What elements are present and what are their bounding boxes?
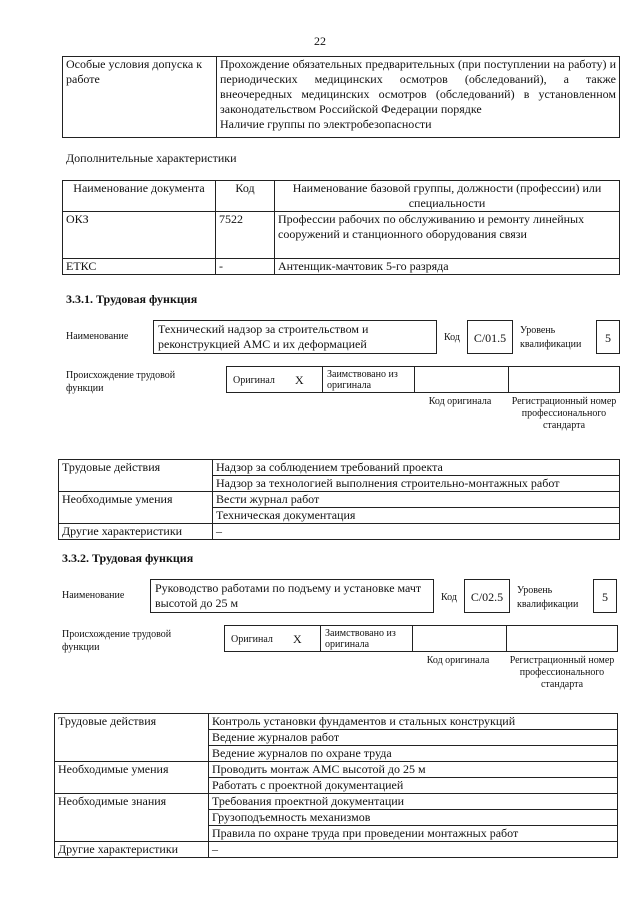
details-item: Ведение журналов по охране труда [209,746,618,762]
header-document: Наименование документа [63,181,216,212]
function-heading: 3.3.2. Трудовая функция [62,551,194,565]
details-item: – [209,842,618,858]
admission-table [62,56,620,138]
details-label: Трудовые действия [59,460,213,492]
divider [322,367,323,392]
row-code: - [216,259,275,275]
code-original-label: Код оригинала [426,655,490,666]
details-label: Необходимые умения [59,492,213,524]
admission-text-1: Прохождение обязательных предварительных (при поступлении на работу) и периодических медицинских осмотров (обследований), а также внеочередных медицинских осмотров (обследований) в установленном законодательством Российской Федерации порядке [220,57,616,116]
borrowed-label: Заимствовано из оригинала [327,369,398,391]
original-mark: X [293,632,302,646]
divider [412,626,413,651]
code-label: Код [444,332,460,343]
code-label: Код [441,592,457,603]
details-item: Работать с проектной документацией [209,778,618,794]
details-label: Другие характеристики [59,524,213,540]
registration-label: Регистрационный номер профессионального стандарта [509,655,615,690]
details-label: Необходимые знания [55,794,209,842]
level-value: 5 [593,579,617,613]
row-name: Антенщик-мачтовик 5-го разряда [275,259,620,275]
origin-label: Происхождение трудовой функции [62,629,172,653]
name-label: Наименование [62,590,125,601]
details-item: Правила по охране труда при проведении монтажных работ [209,826,618,842]
page-number: 22 [314,34,326,48]
level-label: Уровень квалификации [517,585,579,610]
divider [320,626,321,651]
header-code: Код [216,181,275,212]
level-value: 5 [596,320,620,354]
details-label: Трудовые действия [55,714,209,762]
row-doc: ОКЗ [63,212,216,259]
details-table [58,459,620,540]
details-item: Требования проектной документации [209,794,618,810]
admission-text-2: Наличие группы по электробезопасности [220,117,432,131]
admission-label: Особые условия допуска к работе [63,57,217,138]
borrowed-label: Заимствовано из оригинала [325,628,396,650]
function-name: Руководство работами по подъему и установке мачт высотой до 25 м [150,579,434,613]
details-item: Проводить монтаж АМС высотой до 25 м [209,762,618,778]
origin-label: Происхождение трудовой функции [66,370,176,394]
divider [508,367,509,392]
details-item: Грузоподъемность механизмов [209,810,618,826]
divider [506,626,507,651]
divider [414,367,415,392]
additional-heading: Дополнительные характеристики [66,151,237,165]
name-label: Наименование [66,331,129,342]
details-item: Контроль установки фундаментов и стальных конструкций [209,714,618,730]
function-code: С/01.5 [467,320,513,354]
origin-row [224,625,618,652]
details-table [54,713,618,858]
details-item: Надзор за соблюдением требований проекта [213,460,620,476]
row-doc: ЕТКС [63,259,216,275]
details-item: Надзор за технологией выполнения строительно-монтажных работ [213,476,620,492]
row-code: 7522 [216,212,275,259]
function-heading: 3.3.1. Трудовая функция [66,292,198,306]
details-item: Вести журнал работ [213,492,620,508]
code-original-label: Код оригинала [428,396,492,407]
details-item: Ведение журналов работ [209,730,618,746]
additional-table [62,180,620,275]
details-label: Другие характеристики [55,842,209,858]
origin-row [226,366,620,393]
original-label: Оригинал [233,375,275,386]
details-label: Необходимые умения [55,762,209,794]
function-name: Технический надзор за строительством и реконструкцией АМС и их деформацией [153,320,437,354]
header-group: Наименование базовой группы, должности (профессии) или специальности [275,181,620,212]
registration-label: Регистрационный номер профессионального стандарта [511,396,617,431]
level-label: Уровень квалификации [520,325,582,350]
original-mark: X [295,373,304,387]
details-item: – [213,524,620,540]
details-item: Техническая документация [213,508,620,524]
original-label: Оригинал [231,634,273,645]
row-name: Профессии рабочих по обслуживанию и ремонту линейных сооружений и станционного оборудования связи [275,212,620,259]
function-code: С/02.5 [464,579,510,613]
